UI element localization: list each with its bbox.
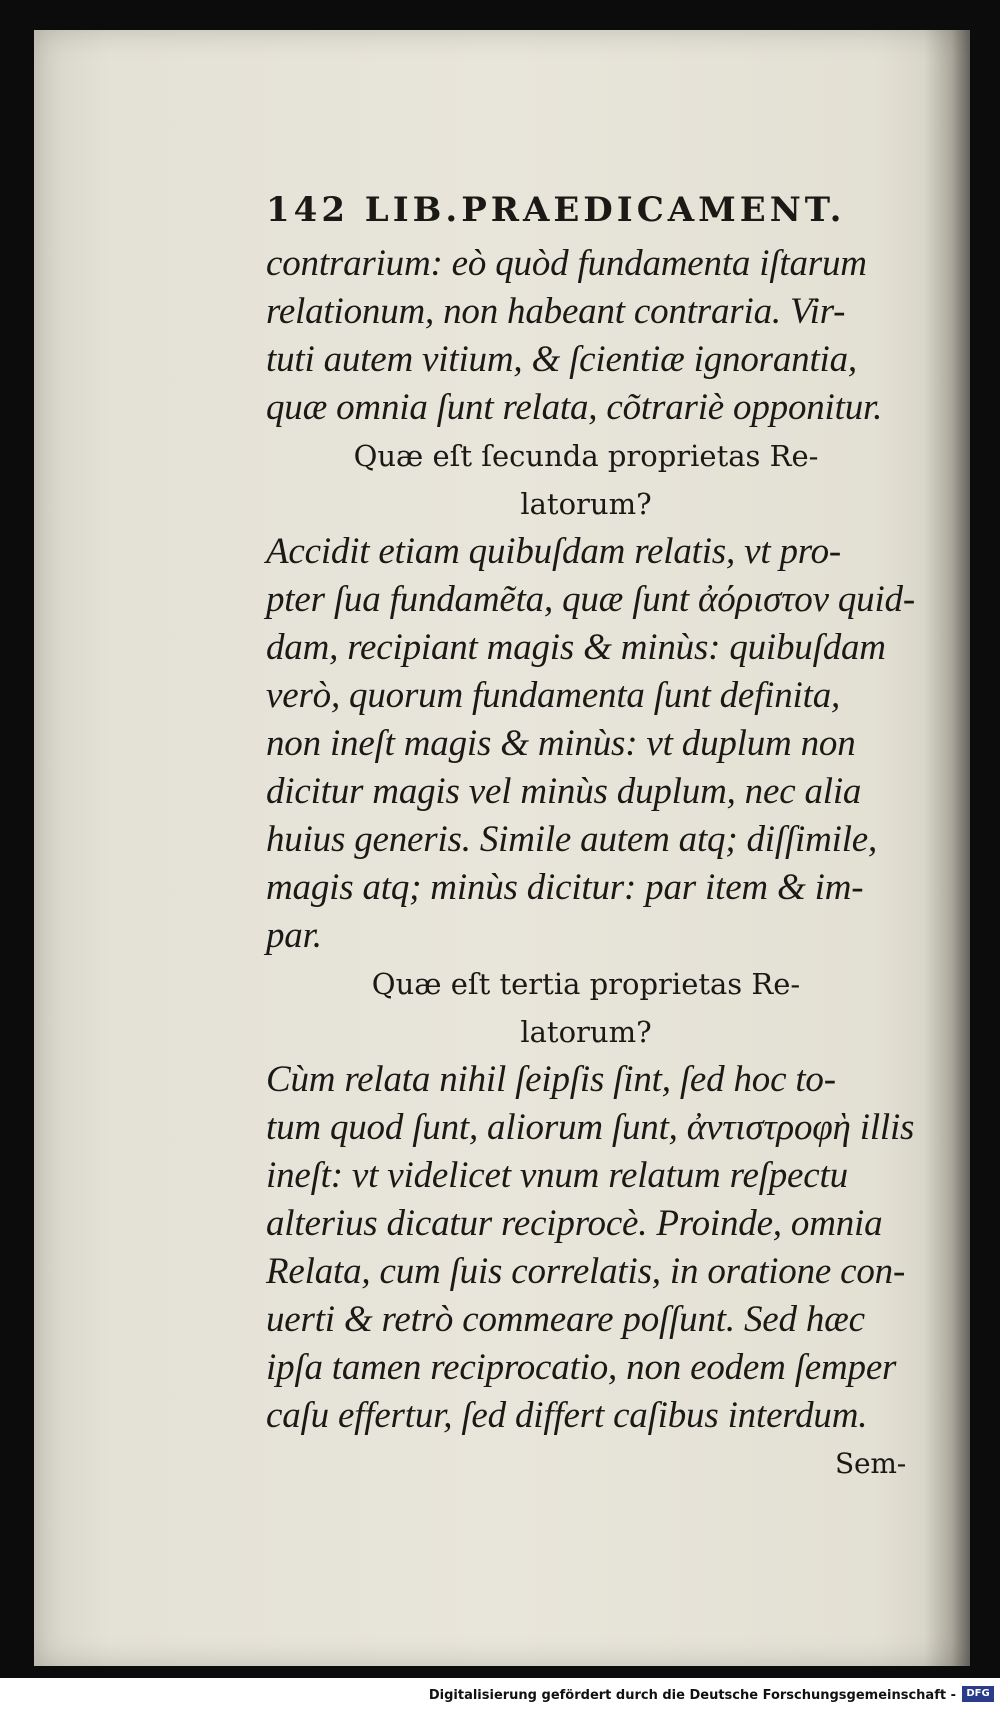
text-line: dam, recipiant magis & minùs: quibuſdam	[266, 627, 886, 668]
text-line: huius generis. Simile autem atq; diſſimile,	[266, 819, 878, 860]
text-line: tuti autem vitium, & ſcientiæ ignorantia,	[266, 339, 857, 380]
text-line: caſu effertur, ſed differt caſibus interdum.	[266, 1395, 868, 1436]
catchword: Sem-	[835, 1447, 906, 1480]
text-line: verò, quorum fundamenta ſunt definita,	[266, 675, 841, 716]
text-line: pter ſua fundamẽta, quæ ſunt ἀόριστον quid-	[266, 579, 915, 620]
text-line: non ineſt magis & minùs: vt duplum non	[266, 723, 856, 764]
book-page	[34, 30, 970, 1666]
text-line: ineſt: vt videlicet vnum relatum reſpectu	[266, 1155, 848, 1196]
text-line: ipſa tamen reciprocatio, non eodem ſemper	[266, 1347, 897, 1388]
text-line: dicitur magis vel minùs duplum, nec alia	[266, 771, 862, 812]
text-line: tum quod ſunt, aliorum ſunt, ἀντιστροφὴ illis	[266, 1107, 915, 1148]
text-line: Accidit etiam quibuſdam relatis, vt pro-	[266, 531, 842, 572]
running-head: 142 LIB.PRAEDICAMENT.	[266, 190, 846, 230]
body-lines	[266, 240, 978, 1440]
text-line: quæ omnia ſunt relata, cõtrariè opponitur.	[266, 387, 883, 428]
text-line: uerti & retrò commeare poſſunt. Sed hæc	[266, 1299, 865, 1340]
question-heading-line: Quæ eſt ſecunda proprietas Re-	[353, 439, 819, 473]
text-line: relationum, non habeant contraria. Vir-	[266, 291, 846, 332]
question-heading-line: latorum?	[520, 487, 652, 521]
text-line: Relata, cum ſuis correlatis, in oratione con-	[266, 1251, 906, 1292]
text-line: par.	[266, 915, 322, 956]
page-text	[266, 180, 978, 1488]
text-line: contrarium: eò quòd fundamenta iſtarum	[266, 243, 867, 284]
question-heading-line: Quæ eſt tertia proprietas Re-	[371, 967, 801, 1001]
text-line: alterius dicatur reciprocè. Proinde, omnia	[266, 1203, 883, 1244]
text-line: magis atq; minùs dicitur: par item & im-	[266, 867, 864, 908]
dfg-logo-icon: DFG	[962, 1686, 994, 1702]
digitization-footer	[0, 1678, 1000, 1712]
question-heading-line: latorum?	[520, 1015, 652, 1049]
text-line: Cùm relata nihil ſeipſis ſint, ſed hoc to-	[266, 1059, 836, 1100]
footer-credit: Digitalisierung gefördert durch die Deutsche Forschungsgemeinschaft -	[428, 1688, 956, 1703]
